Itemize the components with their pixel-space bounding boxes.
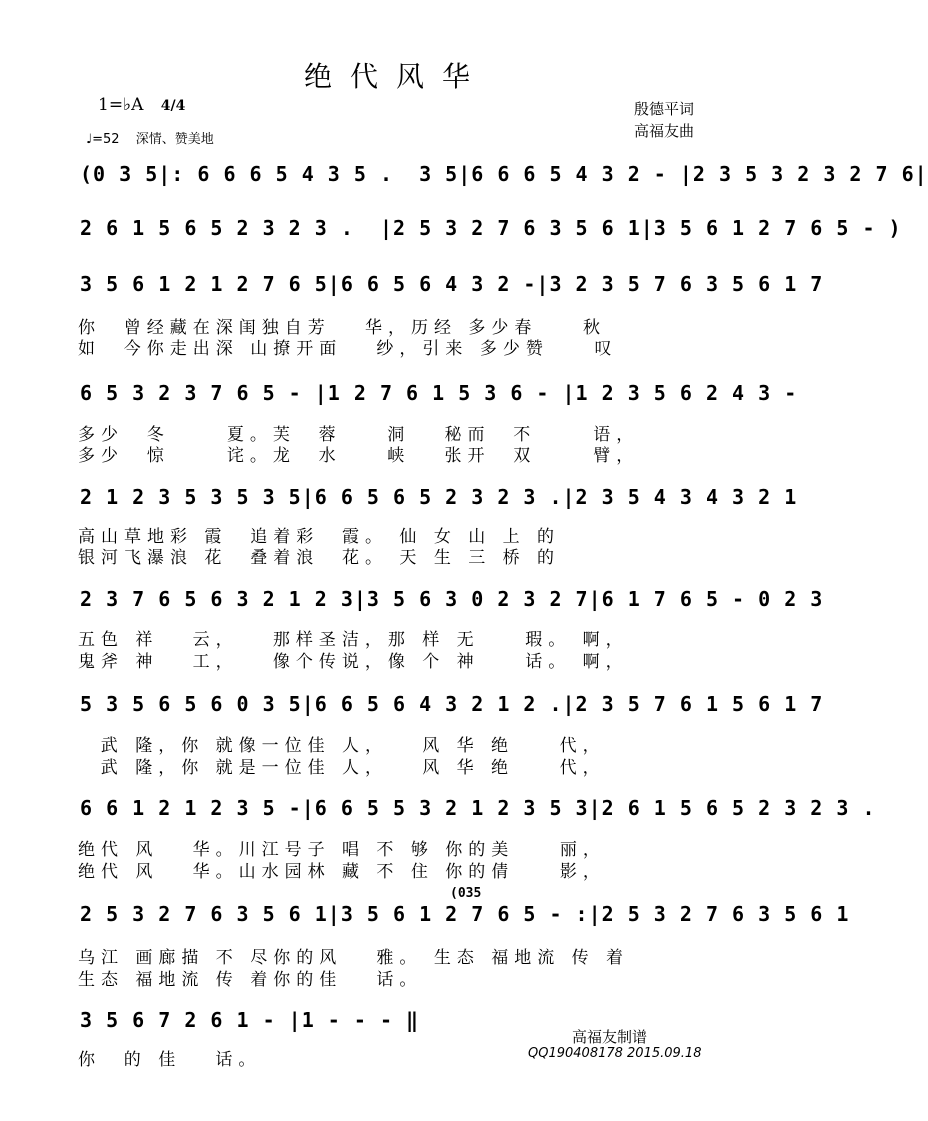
lyricist: 殷德平词 — [634, 100, 695, 118]
staff-line-6: 2 3 7 6 5 6 3 2 1 2 3|3 5 6 3 0 2 3 2 7|6 1 7 6 5 - 0 2 3 — [80, 587, 824, 611]
staff-line-8: 6 6 1 2 1 2 3 5 -|6 6 5 5 3 2 1 2 3 5 3|2 6 1 5 6 5 2 3 2 3 . — [80, 796, 876, 820]
lyric-line-4b: 多少 惊 诧。龙 水 峡 张开 双 臂， — [78, 446, 640, 466]
key-signature — [98, 95, 185, 115]
footer-note: QQ190408178 2015.09.18 — [528, 1046, 702, 1061]
key-text: 1=♭A — [98, 95, 144, 115]
lyric-line-3a: 你 曾经藏在深闺独自芳 华，历经 多少春 秋 — [78, 318, 607, 338]
expression-text: 深情、赞美地 — [135, 132, 214, 147]
staff-line-2: 2 6 1 5 6 5 2 3 2 3 . |2 5 3 2 7 6 3 5 6 1|3 5 6 1 2 7 6 5 - ) — [80, 216, 902, 240]
staff-line-7: 5 3 5 6 5 6 0 3 5|6 6 5 6 4 3 2 1 2 .|2 3 5 7 6 1 5 6 1 7 — [80, 692, 824, 716]
staff-line-1: (0 3 5|: 6 6 6 5 4 3 5 . 3 5|6 6 6 5 4 3 2 - |2 3 5 3 2 3 2 7 6| — [80, 162, 928, 186]
lyric-line-6b: 鬼斧 神 工， 像个传说，像 个 神 话。 啊， — [78, 652, 629, 672]
lyric-line-3b: 如 今你走出深 山撩开面 纱，引来 多少赞 叹 — [78, 339, 618, 359]
lyric-line-6a: 五色 祥 云， 那样圣洁，那 样 无 瑕。 啊， — [78, 630, 629, 650]
tempo-text: ♩=52 — [86, 132, 120, 147]
lyric-line-8b: 绝代 风 华。山水园林 藏 不 住 你的倩 影， — [78, 862, 606, 882]
lyric-line-7b: 武 隆，你 就是一位佳 人， 风 华 绝 代， — [78, 758, 606, 778]
lyric-line-7a: 武 隆，你 就像一位佳 人， 风 华 绝 代， — [78, 736, 606, 756]
arranger-credit: 高福友制谱 — [572, 1028, 648, 1046]
staff-line-9: 2 5 3 2 7 6 3 5 6 1|3 5 6 1 2 7 6 5 - :|2 5 3 2 7 6 3 5 6 1 — [80, 902, 850, 926]
staff-line-3: 3 5 6 1 2 1 2 7 6 5|6 6 5 6 4 3 2 -|3 2 3 5 7 6 3 5 6 1 7 — [80, 272, 824, 296]
staff-line-5: 2 1 2 3 5 3 5 3 5|6 6 5 6 5 2 3 2 3 .|2 3 5 4 3 4 3 2 1 — [80, 485, 798, 509]
staff-line-4: 6 5 3 2 3 7 6 5 - |1 2 7 6 1 5 3 6 - |1 2 3 5 6 2 4 3 - — [80, 381, 798, 405]
lyric-line-10a: 你 的 佳 话。 — [78, 1050, 262, 1070]
lyric-line-9b: 生态 福地流 传 着你的佳 话。 — [78, 970, 423, 990]
lyric-line-5b: 银河飞瀑浪 花 叠着浪 花。 天 生 三 桥 的 — [78, 548, 561, 568]
tempo-marking — [86, 128, 214, 147]
time-signature: 4/4 — [160, 98, 186, 114]
song-title: 绝代风华 — [303, 60, 488, 93]
staff-line-10: 3 5 6 7 2 6 1 - |1 - - - ‖ — [80, 1008, 420, 1032]
composer: 高福友曲 — [634, 122, 695, 140]
lyric-line-9a: 乌江 画廊描 不 尽你的风 雅。 生态 福地流 传 着 — [78, 948, 630, 968]
lyric-line-5a: 高山草地彩 霞 追着彩 霞。 仙 女 山 上 的 — [78, 527, 561, 547]
lyric-line-4a: 多少 冬 夏。芙 蓉 洞 秘而 不 语， — [78, 425, 640, 445]
lyric-line-8a: 绝代 风 华。川江号子 唱 不 够 你的美 丽， — [78, 840, 606, 860]
repeat-marker: (035 — [450, 886, 482, 901]
